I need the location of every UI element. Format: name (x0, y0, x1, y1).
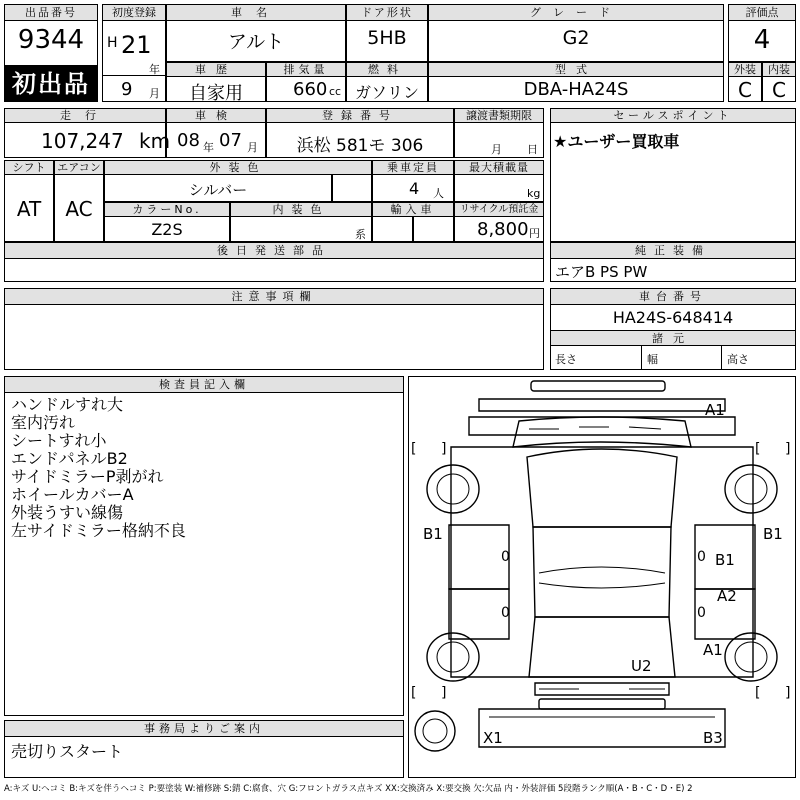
interior-label: 内装 (762, 62, 796, 77)
first-registration-label: 初度登録 (103, 5, 165, 21)
ac-label: エアコン (54, 160, 104, 175)
score-box (728, 4, 796, 62)
svg-text:0: 0 (697, 549, 706, 565)
svg-text:[: [ (411, 685, 417, 701)
damage-mark: B1 (423, 525, 443, 543)
recycle-fee: 8,800 (477, 219, 529, 240)
transfer-month: 月 (491, 143, 502, 156)
month-unit: 月 (149, 87, 160, 100)
history-label: 車歴 (166, 62, 266, 77)
chassis-label: 車台番号 (551, 289, 795, 305)
width-label: 幅 (647, 353, 658, 366)
sales-point-label: セールスポイント (551, 109, 795, 123)
displacement-unit: cc (329, 85, 342, 98)
exterior-color-extra-cell (332, 174, 372, 202)
fuel-label: 燃料 (346, 62, 428, 77)
inspector-line: サイドミラーP剥がれ (11, 467, 164, 486)
first-reg-month: 9 (121, 79, 133, 100)
history-cell (166, 76, 266, 102)
mileage-unit: km (139, 129, 171, 153)
damage-mark: B1 (715, 551, 735, 569)
fuel: ガソリン (354, 83, 419, 102)
registration-cell (266, 122, 454, 158)
caution-label: 注意事項欄 (5, 289, 543, 305)
year-unit: 年 (149, 63, 160, 76)
height-label: 高さ (727, 353, 749, 366)
recycle-unit: 円 (529, 227, 540, 240)
capacity-cell (372, 174, 454, 202)
registration-number: 浜松 581モ 306 (296, 136, 424, 156)
exterior-label: 外装 (728, 62, 762, 77)
interior-grade: C (772, 78, 786, 102)
door-box (346, 4, 428, 62)
damage-mark: U2 (631, 657, 652, 675)
lot-number-box (4, 4, 98, 66)
fuel-cell (346, 76, 428, 102)
lot-number-label: 出品番号 (5, 5, 97, 21)
options-box (550, 242, 796, 282)
damage-mark: B3 (703, 729, 723, 747)
svg-text:0: 0 (501, 605, 510, 621)
inspector-line: ハンドルすれ大 (11, 395, 124, 414)
inspection-month: 07 (219, 130, 242, 151)
mileage-cell (4, 122, 171, 158)
damage-mark: B1 (763, 525, 783, 543)
transfer-day: 日 (527, 143, 538, 156)
displacement-label: 排気量 (266, 62, 346, 77)
inspector-line: エンドパネルB2 (11, 449, 128, 468)
capacity-label: 乗車定員 (372, 160, 454, 175)
exterior-cell (728, 76, 762, 102)
registration-label: 登録番号 (266, 108, 454, 123)
inspection-month-unit: 月 (247, 141, 258, 154)
interior-color-cell (230, 216, 372, 242)
max-load-cell (454, 174, 544, 202)
ac: AC (65, 197, 93, 221)
inspector-line: 室内汚れ (11, 413, 76, 432)
sales-point: ★ユーザー買取車 (553, 132, 680, 151)
mileage: 107,247 (41, 129, 124, 153)
caution-box (4, 288, 544, 370)
legend: A:キズ U:ヘコミ B:キズを伴うヘコミ P:要塗装 W:補修跡 S:錆 C:腐食、穴 G:フロントガラス点キズ XX:交換済み X:要交換 欠:欠品 内・外装評価 5段階ランク順(A・B・C・D・E) 2 (4, 784, 693, 794)
svg-text:[: [ (411, 441, 417, 457)
score: 4 (753, 25, 771, 55)
svg-text:]: ] (441, 441, 447, 457)
first-registration-box (102, 4, 166, 102)
damage-mark: A2 (717, 587, 737, 605)
office-text: 売切りスタート (11, 742, 124, 761)
max-load-label: 最大積載量 (454, 160, 544, 175)
interior-color-unit: 系 (355, 228, 366, 241)
first-reg-year: 21 (121, 31, 152, 59)
inspector-line: 外装うすい線傷 (11, 503, 124, 522)
inspection-year: 08 (177, 130, 200, 151)
shift: AT (16, 197, 42, 221)
score-label: 評価点 (729, 5, 795, 21)
transfer-deadline-label: 譲渡書類期限 (454, 108, 544, 123)
inspection-cell (166, 122, 266, 158)
inspector-label: 検査員記入欄 (5, 377, 403, 393)
office-label: 事務局よりご案内 (5, 721, 403, 737)
exterior-color-cell (104, 174, 332, 202)
length-label: 長さ (555, 353, 577, 366)
model: DBA-HA24S (523, 79, 629, 100)
import-cell-a (372, 216, 413, 242)
chassis-number: HA24S-648414 (612, 308, 734, 327)
damage-mark: A1 (703, 641, 723, 659)
exterior-color-label: 外装色 (104, 160, 372, 175)
first-listing-badge: 初出品 (4, 66, 98, 102)
model-label: 型式 (428, 62, 724, 77)
inspector-line: ホイールカバーA (11, 485, 134, 504)
car-outline (409, 377, 795, 777)
inspector-box (4, 376, 404, 716)
car-name-label: 車名 (167, 5, 345, 21)
ac-cell (54, 174, 104, 242)
chassis-box (550, 288, 796, 370)
damage-mark: A1 (705, 401, 725, 419)
car-name-box (166, 4, 346, 62)
svg-text:]: ] (785, 685, 791, 701)
door-type: 5HB (367, 27, 407, 49)
capacity-unit: 人 (433, 187, 444, 200)
car-name: アルト (227, 31, 285, 53)
later-parts-box (4, 242, 544, 282)
mileage-label: 走行 (4, 108, 166, 123)
dims-divider-1 (641, 346, 642, 369)
inspection-label: 車検 (166, 108, 266, 123)
inspector-line: 左サイドミラー格納不良 (11, 521, 186, 540)
sales-point-box (550, 108, 796, 242)
lot-number: 9344 (17, 25, 85, 55)
history: 自家用 (189, 83, 243, 104)
era: H (107, 35, 118, 51)
exterior-grade: C (738, 78, 752, 102)
door-label: ドア形状 (347, 5, 427, 21)
grade-label: グレード (429, 5, 723, 21)
damage-diagram (408, 376, 796, 778)
inspector-line: シートすれ小 (11, 431, 107, 450)
import-cell-b (413, 216, 454, 242)
color-no-label: カラーNo. (104, 202, 230, 217)
displacement: 660 (293, 79, 328, 100)
later-parts-label: 後日発送部品 (5, 243, 543, 259)
max-load-unit: kg (527, 187, 541, 200)
color-no-cell (104, 216, 230, 242)
import-label: 輸入車 (372, 202, 454, 217)
svg-text:]: ] (785, 441, 791, 457)
shift-label: シフト (4, 160, 54, 175)
recycle-cell (454, 216, 544, 242)
options: エアB PS PW (555, 263, 648, 281)
inspector-lines (11, 396, 186, 540)
grade: G2 (562, 27, 590, 49)
color-no: Z2S (151, 220, 183, 239)
options-label: 純正装備 (551, 243, 795, 259)
svg-text:]: ] (441, 685, 447, 701)
recycle-label: リサイクル預託金 (454, 202, 544, 217)
divider (103, 75, 165, 76)
damage-mark: X1 (483, 729, 503, 747)
dims-label: 諸元 (551, 330, 795, 346)
interior-cell (762, 76, 796, 102)
inspection-year-unit: 年 (203, 141, 214, 154)
model-cell (428, 76, 724, 102)
office-box (4, 720, 404, 778)
interior-color-label: 内装色 (230, 202, 372, 217)
svg-text:0: 0 (697, 605, 706, 621)
exterior-color: シルバー (188, 181, 248, 199)
capacity: 4 (409, 179, 420, 198)
transfer-deadline-cell (454, 122, 544, 158)
svg-text:0: 0 (501, 549, 510, 565)
displacement-cell (266, 76, 346, 102)
shift-cell (4, 174, 54, 242)
grade-box (428, 4, 724, 62)
svg-text:[: [ (755, 685, 761, 701)
dims-divider-2 (721, 346, 722, 369)
svg-text:[: [ (755, 441, 761, 457)
